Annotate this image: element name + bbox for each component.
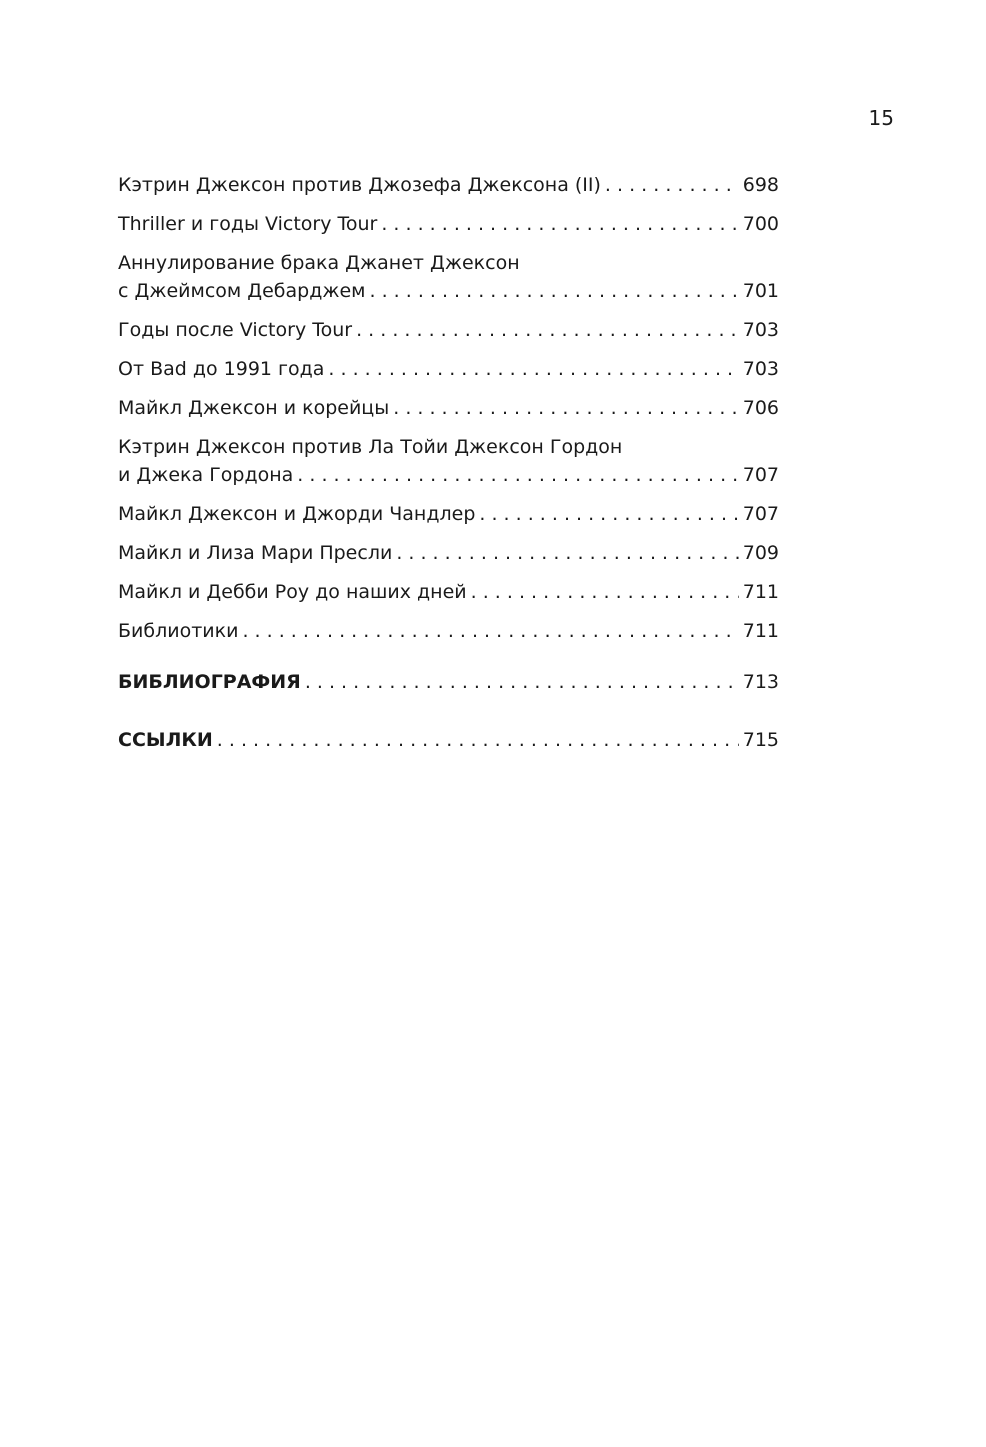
toc-entry-title: Майкл Джексон и Джорди Чандлер bbox=[118, 503, 476, 525]
toc-entry[interactable] bbox=[118, 617, 779, 645]
dot-leader bbox=[471, 578, 739, 606]
dot-leader bbox=[396, 539, 738, 567]
toc-entry-page: 711 bbox=[742, 620, 779, 642]
toc-section-references[interactable] bbox=[118, 726, 779, 754]
toc-entry-title: Библиотики bbox=[118, 620, 239, 642]
toc-entry-page: 706 bbox=[742, 397, 779, 419]
dot-leader bbox=[356, 316, 739, 344]
toc-entry-page: 703 bbox=[742, 358, 779, 380]
toc-entry[interactable] bbox=[118, 316, 779, 344]
toc-entry[interactable] bbox=[118, 171, 779, 199]
toc-entry-page: 713 bbox=[742, 671, 779, 693]
toc-entry-page: 715 bbox=[742, 729, 779, 751]
toc-entry-title: Майкл и Лиза Мари Пресли bbox=[118, 542, 393, 564]
page-number: 15 bbox=[868, 106, 894, 130]
toc-entry-title-line: Кэтрин Джексон против Ла Тойи Джексон Гордон bbox=[118, 436, 623, 458]
toc-entry-title: Майкл и Дебби Роу до наших дней bbox=[118, 581, 467, 603]
toc-entry-title: с Джеймсом Дебарджем bbox=[118, 280, 366, 302]
toc-entry[interactable] bbox=[118, 539, 779, 567]
table-of-contents bbox=[118, 171, 779, 765]
toc-entry-title: Thriller и годы Victory Tour bbox=[118, 213, 378, 235]
toc-entry-page: 711 bbox=[742, 581, 779, 603]
toc-entry-page: 707 bbox=[742, 464, 779, 486]
toc-entry-title: Майкл Джексон и корейцы bbox=[118, 397, 390, 419]
toc-entry[interactable] bbox=[118, 249, 779, 305]
toc-section-bibliography[interactable] bbox=[118, 668, 779, 696]
dot-leader bbox=[217, 726, 739, 754]
toc-entry[interactable] bbox=[118, 355, 779, 383]
toc-entry-title: и Джека Гордона bbox=[118, 464, 294, 486]
toc-section-title: ССЫЛКИ bbox=[118, 729, 213, 751]
toc-entry[interactable] bbox=[118, 210, 779, 238]
toc-entry-page: 701 bbox=[742, 280, 779, 302]
toc-section-title: БИБЛИОГРАФИЯ bbox=[118, 671, 301, 693]
toc-entry-title: Кэтрин Джексон против Джозефа Джексона (II) bbox=[118, 174, 601, 196]
toc-entry[interactable] bbox=[118, 578, 779, 606]
toc-entry-title: Годы после Victory Tour bbox=[118, 319, 353, 341]
dot-leader bbox=[479, 500, 738, 528]
dot-leader bbox=[328, 355, 738, 383]
dot-leader bbox=[605, 171, 739, 199]
dot-leader bbox=[297, 461, 738, 489]
toc-entry[interactable] bbox=[118, 433, 779, 489]
dot-leader bbox=[242, 617, 738, 645]
dot-leader bbox=[381, 210, 738, 238]
toc-entry-title: От Bad до 1991 года bbox=[118, 358, 325, 380]
toc-entry-page: 709 bbox=[742, 542, 779, 564]
toc-entry-page: 698 bbox=[742, 174, 779, 196]
toc-entry-page: 707 bbox=[742, 503, 779, 525]
toc-entry[interactable] bbox=[118, 394, 779, 422]
dot-leader bbox=[393, 394, 739, 422]
toc-entry-page: 700 bbox=[742, 213, 779, 235]
dot-leader bbox=[370, 277, 739, 305]
toc-entry[interactable] bbox=[118, 500, 779, 528]
dot-leader bbox=[305, 668, 739, 696]
toc-entry-page: 703 bbox=[742, 319, 779, 341]
toc-entry-title-line: Аннулирование брака Джанет Джексон bbox=[118, 252, 520, 274]
